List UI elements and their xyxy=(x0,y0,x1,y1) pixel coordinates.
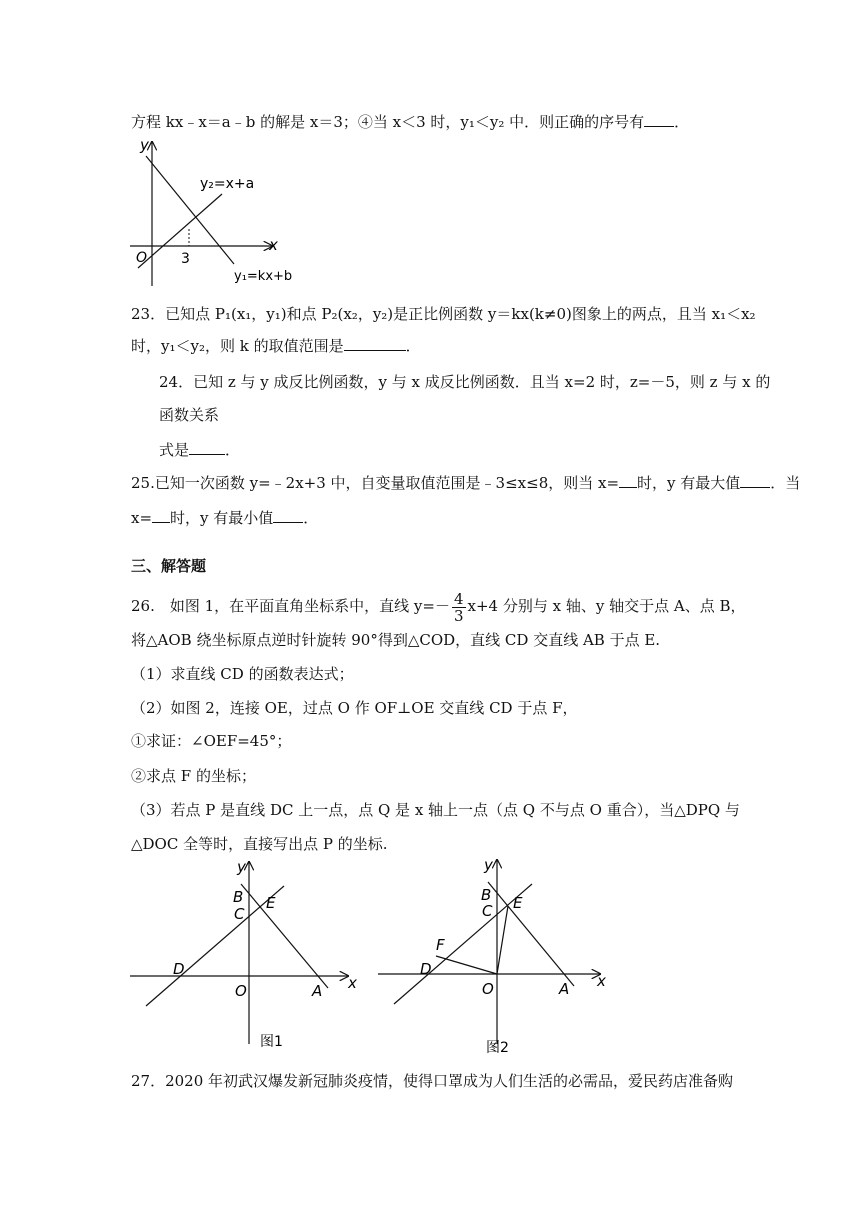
q25-end: ． xyxy=(303,509,319,527)
q25-blank-2 xyxy=(740,473,770,488)
q26-fraction xyxy=(452,591,466,624)
fig2-label-f: F xyxy=(436,936,445,954)
q25-line2 xyxy=(131,508,318,528)
q23-text: 时，y₁＜y₂，则 k 的取值范围是 xyxy=(131,337,344,355)
q24-line1: 24．已知 z 与 y 成反比例函数，y 与 x 成反比例函数．且当 x=2 时，z=－5，则 z 与 x 的 xyxy=(159,373,771,391)
fig2-label-b: B xyxy=(481,886,492,904)
fig1-label-a: A xyxy=(312,982,323,1000)
fig1-label-e: E xyxy=(266,894,276,912)
fig1-line-cd xyxy=(146,886,284,1006)
fig1-line-ab xyxy=(241,884,328,988)
q25-text-c: ．当 xyxy=(770,474,801,492)
q23-blank xyxy=(344,336,406,351)
fig2-segment-oe xyxy=(497,906,508,974)
fig2-label-d: D xyxy=(420,960,432,978)
q26-part1: （1）求直线 CD 的函数表达式； xyxy=(131,665,354,683)
q26-frac-num: 4 xyxy=(453,589,464,608)
q25-text-e: 时，y 有最小值 xyxy=(170,509,274,527)
q22-tick-3: 3 xyxy=(181,251,190,267)
q22-label-y2: y₂=x+a xyxy=(200,176,255,192)
q22-line-y1 xyxy=(146,156,234,264)
fig2-x-label: x xyxy=(597,972,606,990)
q22-blank xyxy=(644,112,674,127)
fig1-label-b: B xyxy=(233,888,244,906)
fig2-label-o: O xyxy=(482,980,494,998)
q22-end: ． xyxy=(674,113,690,131)
q22-figure xyxy=(122,136,312,292)
fig1-label-c: C xyxy=(234,905,245,923)
fig1-label-d: D xyxy=(173,960,185,978)
fig1-label-o: O xyxy=(235,982,247,1000)
q22-line-y2 xyxy=(138,194,222,268)
q25-blank-1 xyxy=(619,473,637,488)
fig2-line-cd xyxy=(394,884,532,1004)
q26-frac-den: 3 xyxy=(453,606,464,625)
q26-part3b: △DOC 全等时，直接写出点 P 的坐标. xyxy=(131,835,388,853)
q26-part3a: （3）若点 P 是直线 DC 上一点，点 Q 是 x 轴上一点（点 Q 不与点 O 重合），当△DPQ 与 xyxy=(131,801,740,819)
q22-tail-text xyxy=(131,112,689,132)
section-heading: 三、解答题 xyxy=(131,557,207,575)
q22-label-y1: y₁=kx+b xyxy=(234,269,293,284)
q26-part2a: ①求证：∠OEF=45°； xyxy=(131,732,292,750)
q24-blank xyxy=(189,440,225,455)
fig1-caption: 图1 xyxy=(260,1034,283,1050)
q25-line1 xyxy=(131,473,800,493)
q26-part2b: ②求点 F 的坐标； xyxy=(131,767,256,785)
q24-text: 式是 xyxy=(159,441,190,459)
q24-line2: 函数关系 xyxy=(159,406,220,424)
q22-y-label: y xyxy=(140,136,149,154)
q25-text-d: x= xyxy=(131,509,153,527)
fig2-caption: 图2 xyxy=(486,1040,509,1056)
q26-line1 xyxy=(131,586,746,626)
q25-text-a: 25.已知一次函数 y=﹣2x+3 中，自变量取值范围是﹣3≤x≤8，则当 x= xyxy=(131,474,620,492)
q26-part2: （2）如图 2，连接 OE，过点 O 作 OF⊥OE 交直线 CD 于点 F， xyxy=(131,699,578,717)
q26-text-b: x+4 分别与 x 轴、y 轴交于点 A、点 B， xyxy=(467,597,746,615)
q25-blank-4 xyxy=(273,508,303,523)
q23-end: ． xyxy=(405,337,421,355)
q26-line2: 将△AOB 绕坐标原点逆时针旋转 90°得到△COD，直线 CD 交直线 AB 于点 E. xyxy=(131,631,661,649)
q26-text-a: 26. 如图 1，在平面直角坐标系中，直线 y=－ xyxy=(131,597,450,615)
q22-origin: O xyxy=(136,250,148,266)
q27-line1: 27．2020 年初武汉爆发新冠肺炎疫情，使得口罩成为人们生活的必需品，爱民药店准备购 xyxy=(131,1072,734,1090)
q25-text-b: 时，y 有最大值 xyxy=(637,474,741,492)
q24-line3 xyxy=(159,440,240,460)
fig2-label-e: E xyxy=(513,894,523,912)
q26-figure-1 xyxy=(126,856,366,1056)
q25-blank-3 xyxy=(152,508,170,523)
fig2-label-c: C xyxy=(482,902,493,920)
fig1-y-label: y xyxy=(237,858,246,876)
fig2-y-label: y xyxy=(484,856,493,874)
q22-text: 方程 kx﹣x＝a﹣b 的解是 x＝3；④当 x＜3 时，y₁＜y₂ 中．则正确的序号有 xyxy=(131,113,645,131)
q26-figure-2 xyxy=(374,852,614,1058)
q23-line2 xyxy=(131,336,421,356)
fig1-x-label: x xyxy=(348,974,357,992)
fig2-line-ab xyxy=(488,882,574,986)
fig2-label-a: A xyxy=(559,980,570,998)
q24-end: ． xyxy=(225,441,241,459)
fig2-segment-of xyxy=(436,956,497,974)
q23-line1: 23．已知点 P₁(x₁，y₁)和点 P₂(x₂，y₂)是正比例函数 y＝kx(k≠0)图象上的两点，且当 x₁＜x₂ xyxy=(131,305,756,323)
q22-x-label: x xyxy=(269,236,278,254)
